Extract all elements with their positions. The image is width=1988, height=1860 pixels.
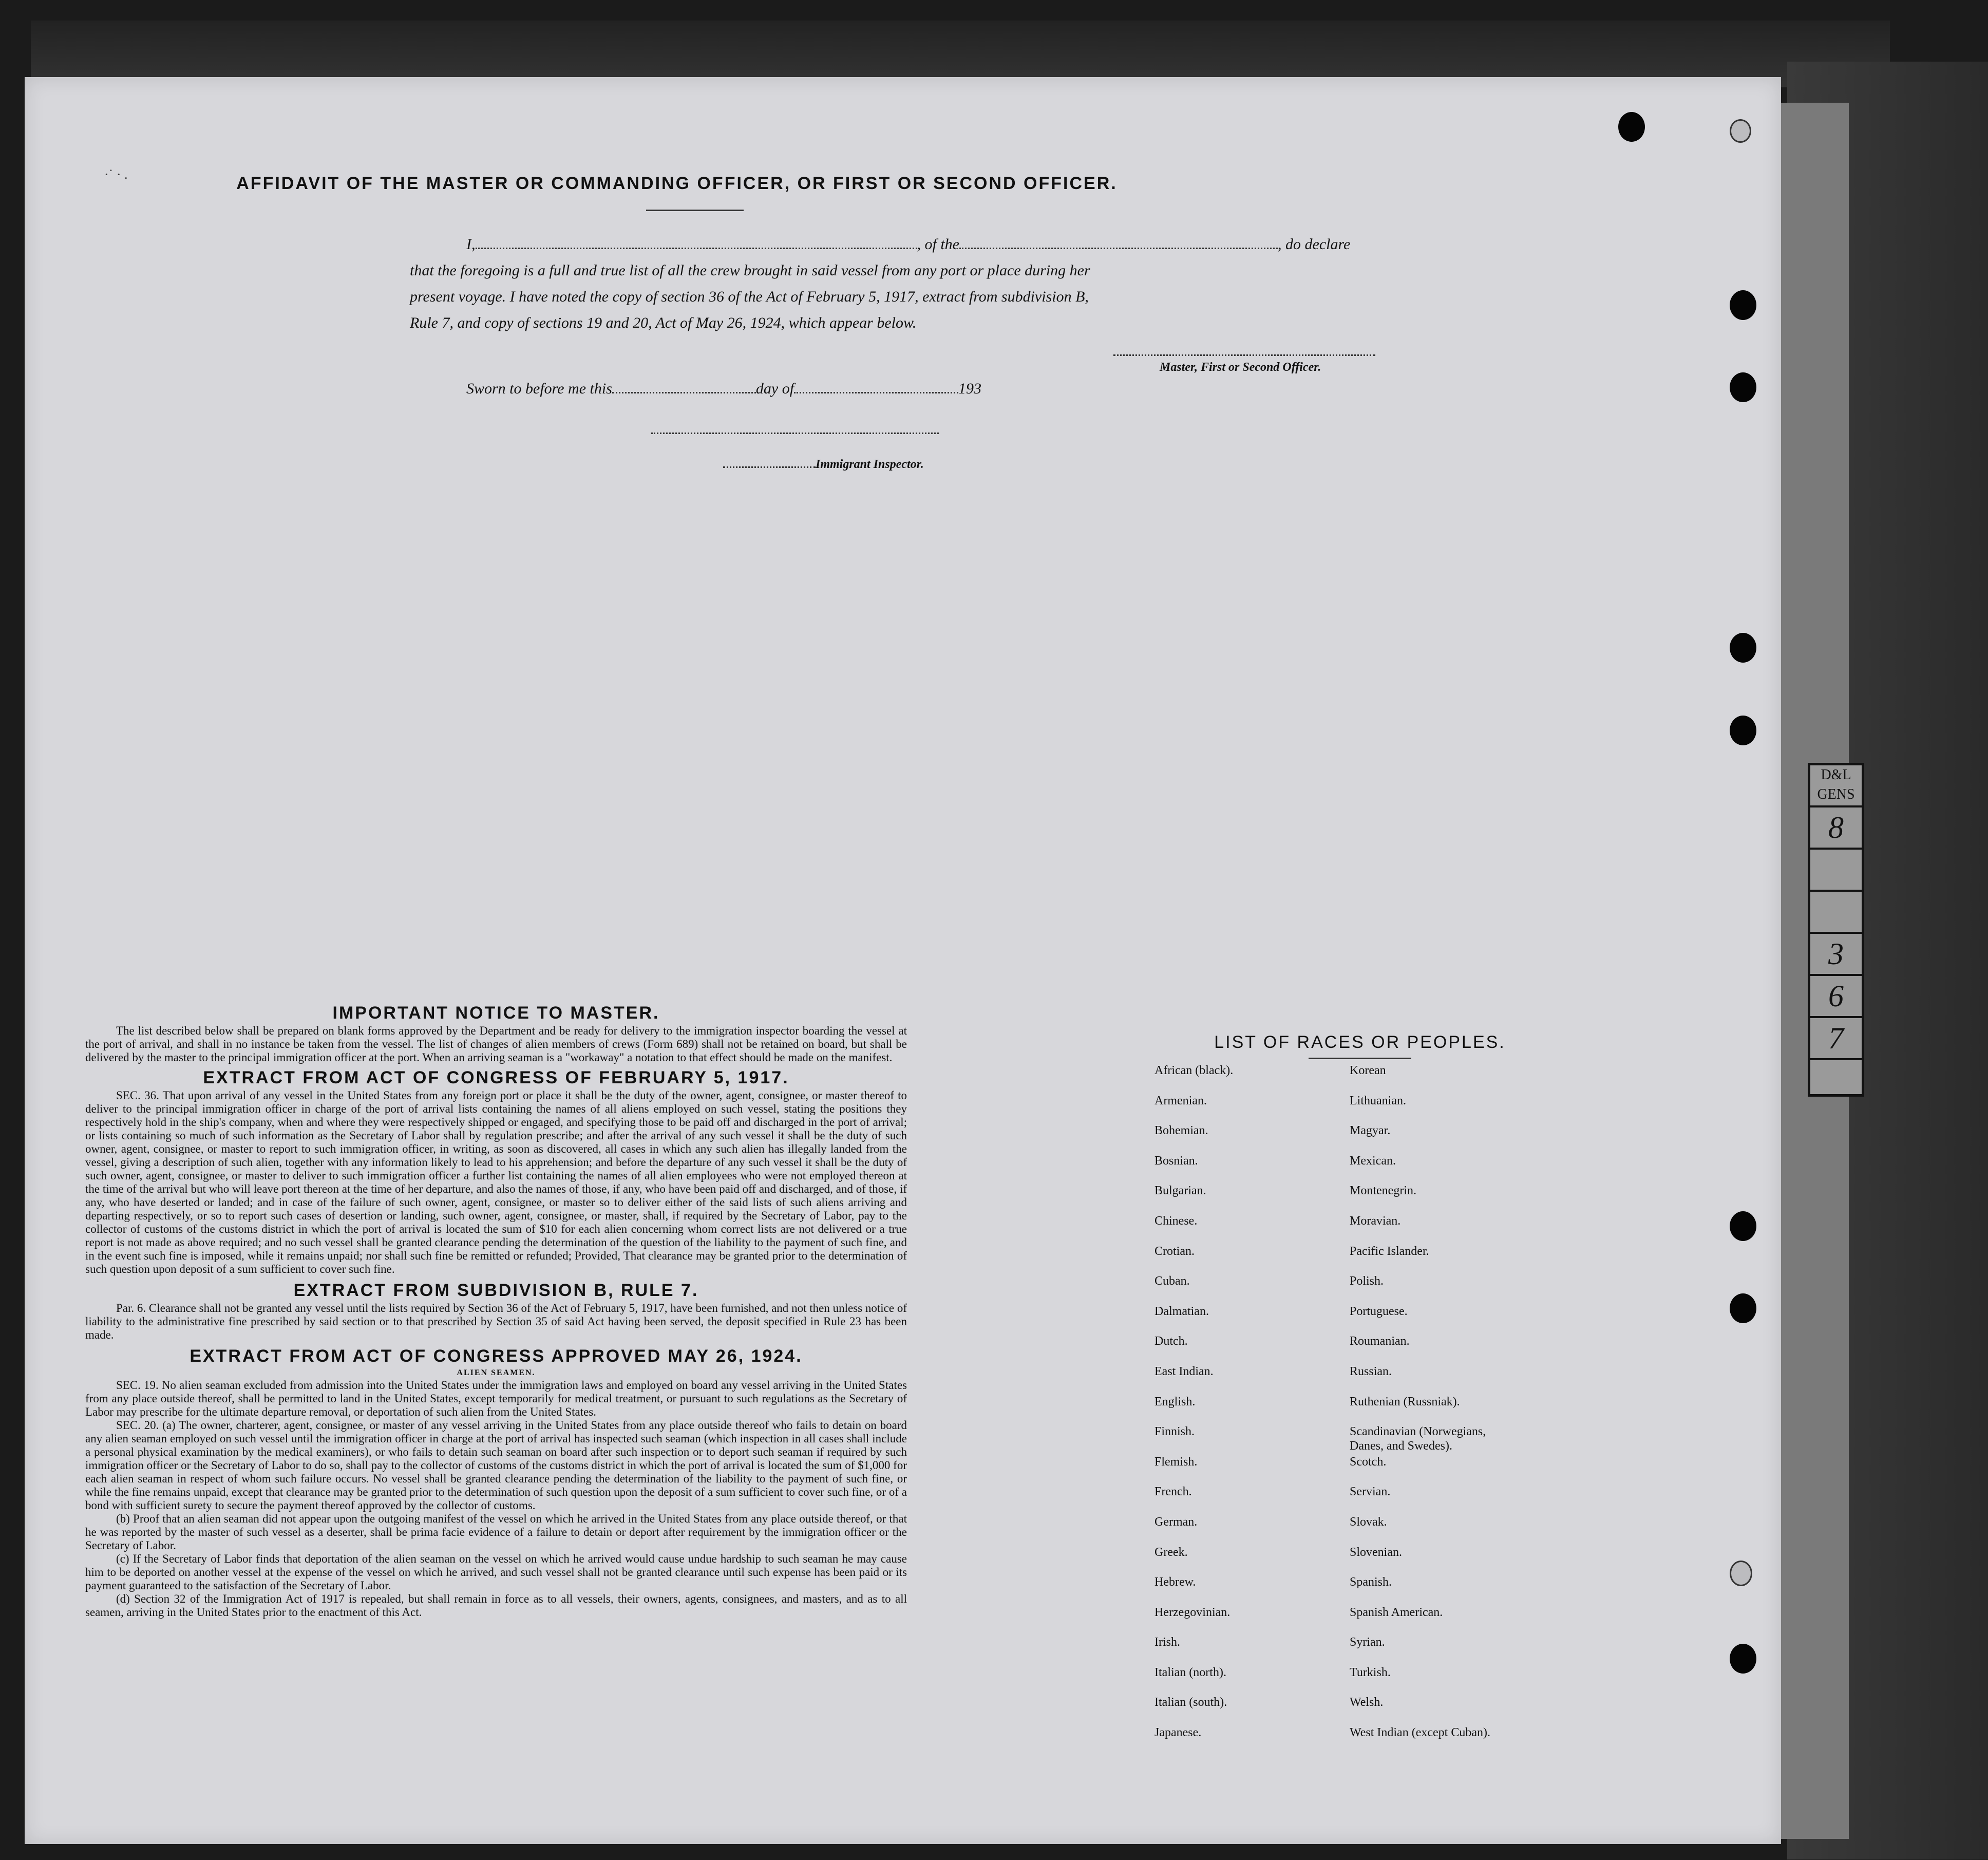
side-tab-header-line2: GENS (1817, 786, 1855, 802)
race-item: Mexican. (1350, 1154, 1396, 1168)
race-item: Turkish. (1350, 1665, 1391, 1679)
affidavit-line-4: Rule 7, and copy of sections 19 and 20, Act of May 26, 1924, which appear below. (410, 314, 917, 331)
binder-hole (1730, 372, 1756, 402)
race-item: Moravian. (1350, 1214, 1401, 1228)
race-item: Japanese. (1154, 1726, 1202, 1740)
binder-hole (1730, 1293, 1756, 1323)
race-item: Dalmatian. (1154, 1304, 1209, 1318)
race-item: Slovenian. (1350, 1545, 1402, 1559)
races-left-column (1144, 1063, 1350, 1756)
race-item: Montenegrin. (1350, 1184, 1416, 1198)
race-item: Italian (north). (1154, 1665, 1226, 1679)
race-item: Servian. (1350, 1485, 1391, 1499)
affidavit-title: AFFIDAVIT OF THE MASTER OR COMMANDING OFFICER, OR FIRST OR SECOND OFFICER. (236, 174, 1118, 193)
name-blank[interactable] (476, 233, 917, 249)
inspector-blank[interactable] (723, 452, 816, 468)
race-item: Bosnian. (1154, 1154, 1198, 1168)
race-item: Roumanian. (1350, 1335, 1410, 1348)
race-item: Lithuanian. (1350, 1094, 1406, 1107)
race-item: Polish. (1350, 1274, 1384, 1288)
race-item: Herzegovinian. (1154, 1605, 1230, 1619)
race-item: Scotch. (1350, 1455, 1387, 1469)
race-item: Flemish. (1154, 1455, 1198, 1469)
binder-hole (1618, 112, 1645, 142)
race-item: Finnish. (1154, 1425, 1195, 1439)
races-right-column (1350, 1063, 1576, 1756)
binder-hole (1730, 1211, 1756, 1241)
document-page (25, 77, 1781, 1844)
race-item: Dutch. (1154, 1335, 1188, 1348)
race-item: Irish. (1154, 1636, 1180, 1649)
affidavit-line-1 (410, 231, 1416, 257)
inspector-label: Immigrant Inspector. (816, 458, 924, 471)
race-item: Slovak. (1350, 1515, 1387, 1529)
race-item: Hebrew. (1154, 1575, 1196, 1589)
races-rule (1309, 1058, 1411, 1059)
race-item: Korean (1350, 1064, 1386, 1077)
sworn-year: 193 (958, 380, 982, 397)
binder-hole (1730, 1561, 1752, 1586)
scan-speck: ·˙ · . (104, 167, 128, 182)
race-item: Bulgarian. (1154, 1184, 1206, 1198)
binder-hole (1730, 716, 1756, 745)
binder-hole (1730, 290, 1756, 320)
race-item: Chinese. (1154, 1214, 1198, 1228)
race-item: Russian. (1350, 1364, 1392, 1378)
sworn-month-blank[interactable] (794, 378, 958, 393)
races-title: LIST OF RACES OR PEOPLES. (1214, 1032, 1506, 1052)
important-notice (85, 1002, 907, 1619)
race-item: Spanish. (1350, 1575, 1392, 1589)
race-item: Italian (south). (1154, 1696, 1227, 1709)
race-item: Cuban. (1154, 1274, 1190, 1288)
side-tab-cell (1810, 850, 1862, 892)
race-item: German. (1154, 1515, 1198, 1529)
race-item: Portuguese. (1350, 1304, 1408, 1318)
sec20d-text: (d) Section 32 of the Immigration Act of 1917 is repealed, but shall remain in force as to all vessels, their owners, agents, consignees, and masters, and as to all seamen, arriving in the United States prior to the enactment of this Act. (85, 1592, 907, 1619)
race-item: East Indian. (1154, 1364, 1214, 1378)
sworn-line (466, 378, 981, 398)
sworn-day-blank[interactable] (612, 378, 756, 393)
binder-hole (1730, 119, 1751, 143)
inspector-signature-line[interactable] (651, 433, 939, 434)
race-item: African (black). (1154, 1064, 1234, 1077)
affidavit-i: I, (466, 236, 476, 253)
race-item: Scandinavian (Norwegians, Danes, and Swedes). (1350, 1425, 1486, 1453)
sec20a-text: SEC. 20. (a) The owner, charterer, agent, consignee, or master of any vessel arriving in the United States from any place outside thereof who fails to detain on board any alien seaman employed on such vessel until the immigration officer in charge at the port of arrival has inspected such seaman (which inspection in all cases shall include a personal physical examination by the medical examiners), or who fails to detain such seaman on board after such inspection or to deport such seaman if required by such immigration officer or the Secretary of Labor to do so, shall pay to the collector of customs of the customs district in which the port of arrival is located the sum of $1,000 for each alien seaman in respect of whom such failure occurs. No vessel shall be granted clearance pending the determination of the liability to the payment of such fine, or while the fine remains unpaid, except that clearance may be granted prior to the determination of such question upon the deposit of a sum sufficient to cover such fine, or of a bond with sufficient surety to secure the payment thereof approved by the collector of customs. (85, 1419, 907, 1512)
side-tab-cell: 6 (1810, 976, 1862, 1018)
races-columns (1144, 1063, 1576, 1756)
inspector-label-row (723, 452, 924, 472)
affidavit-body (410, 231, 1416, 336)
extract3-title: EXTRACT FROM ACT OF CONGRESS APPROVED MAY 26, 1924. (190, 1346, 803, 1366)
extract2-title: EXTRACT FROM SUBDIVISION B, RULE 7. (293, 1281, 699, 1300)
side-tab-cell: 3 (1810, 934, 1862, 976)
side-tab-cell (1810, 892, 1862, 934)
affidavit-of-the: , of the (917, 236, 959, 253)
affidavit-declare: , do declare (1278, 236, 1351, 253)
affidavit-line-2: that the foregoing is a full and true list of all the crew brought in said vessel from any port or place during her (410, 262, 1090, 279)
side-tab-cell: 8 (1810, 807, 1862, 850)
side-tab-header-line1: D&L (1821, 767, 1851, 783)
race-item: Magyar. (1350, 1124, 1391, 1138)
race-item: Syrian. (1350, 1636, 1385, 1649)
race-item: Greek. (1154, 1545, 1188, 1559)
master-signature-label: Master, First or Second Officer. (1160, 361, 1321, 374)
race-item: Crotian. (1154, 1244, 1195, 1258)
sworn-day-of: day of (755, 380, 794, 397)
side-tab-tally (1808, 763, 1864, 1097)
sec20c-text: (c) If the Secretary of Labor finds that deportation of the alien seaman on the vessel on which he arrived would cause undue hardship to such seaman he may cause him to be deported on another vessel at the expense of the vessel on which he arrived, and such vessel shall not be granted clearance until such expense has been paid or its payment guaranteed to the satisfaction of the Secretary of Labor. (85, 1552, 907, 1592)
race-item: English. (1154, 1395, 1196, 1408)
master-signature-line[interactable] (1113, 354, 1375, 356)
race-item: Bohemian. (1154, 1124, 1208, 1138)
sec20b-text: (b) Proof that an alien seaman did not appear upon the outgoing manifest of the vessel on which he arrived in the United States from any place outside thereof, or that he was reported by the master of such vessel as a deserter, shall be prima facie evidence of a failure to detain or deport after requirement by the immigration officer or the Secretary of Labor. (85, 1512, 907, 1552)
side-tab-header (1810, 765, 1862, 807)
race-item: Spanish American. (1350, 1605, 1443, 1619)
races-list (1144, 1032, 1576, 1756)
side-tab-cell: 7 (1810, 1018, 1862, 1060)
extract3-subhead: ALIEN SEAMEN. (457, 1368, 536, 1377)
vessel-blank[interactable] (959, 233, 1278, 249)
race-item: Armenian. (1154, 1094, 1207, 1107)
race-item: Welsh. (1350, 1696, 1384, 1709)
race-item: West Indian (except Cuban). (1350, 1726, 1490, 1740)
extract2-text: Par. 6. Clearance shall not be granted any vessel until the lists required by Section 36 of the Act of February 5, 1917, have been furnished, and not then unless notice of liability to the administrative fine prescribed by said section or to that prescribed by Section 35 of said Act having been served, the deposit specified in Rule 23 has been made. (85, 1302, 907, 1341)
binder-hole (1730, 633, 1756, 663)
notice-intro: The list described below shall be prepared on blank forms approved by the Department and be ready for delivery to the immigration inspector boarding the vessel at the port of arrival, and shall in no instance be taken from the vessel. The list of changes of alien members of crews (Form 689) shall not be retained on board, but shall be delivered by the master to the principal immigration officer at the port. When an arriving seaman is a "workaway" a notation to that effect should be made on the manifest. (85, 1024, 907, 1064)
binder-hole (1730, 1644, 1756, 1674)
affidavit-line-3: present voyage. I have noted the copy of section 36 of the Act of February 5, 1917, extract from subdivision B, (410, 288, 1089, 305)
sec19-text: SEC. 19. No alien seaman excluded from admission into the United States under the immigration laws and employed on board any vessel arriving in the United States from any place outside thereof, shall be permitted to land in the United States, except temporarily for medical treatment, or pursuant to such regulations as the Secretary of Labor may prescribe for the ultimate departure removal, or deportation of such alien from the United States. (85, 1379, 907, 1418)
title-rule (646, 210, 744, 211)
extract1-text: SEC. 36. That upon arrival of any vessel in the United States from any foreign port or place it shall be the duty of the owner, agent, consignee, or master thereof to deliver to the principal immigration officer in charge of the port of arrival lists containing the names of all aliens employed on such vessel, stating the positions they respectively hold in the ship's company, when and where they were respectively shipped or engaged, and specifying those to be paid off and discharged in the port of arrival; or lists containing so much of such information as the Secretary of Labor shall by regulation prescribe; and after the arrival of any such vessel it shall be the duty of such owner, agent, consignee, or master to report to such immigration officer, in writing, as soon as discovered, all cases in which any such alien has illegally landed from the vessel, giving a description of such alien, together with any information likely to lead to his apprehension; and before the departure of any such vessel it shall be the duty of such owner, agent, consignee, or master to deliver to such immigration officer a further list containing the names of all alien employees who were not employed thereon at the time of the arrival but who will leave port thereon at the time of her departure, and also the names of those, if any, who have been paid off and discharged, and of those, if any, who have deserted or landed; and in case of the failure of such owner, agent, consignee, or master so to deliver either of the said lists of such aliens arriving and departing respectively, or so to report such cases of desertion or landing, such owner, agent, consignee, or master, shall, if required by the Secretary of Labor, pay to the collector of customs of the customs district in which the port of arrival is located the sum of $10 for each alien concerning whom correct lists are not delivered or a true report is not made as above required; and no such vessel shall be granted clearance pending the determination of the question of the liability to the payment of such fine, and in the event such fine is imposed, while it remains unpaid; nor shall such fine be remitted or refunded; Provided, That clearance may be granted prior to the determination of such question upon deposit of a sum sufficient to cover such fine. (85, 1089, 907, 1275)
race-item: French. (1154, 1485, 1192, 1499)
extract1-title: EXTRACT FROM ACT OF CONGRESS OF FEBRUARY 5, 1917. (203, 1068, 789, 1087)
race-item: Ruthenian (Russniak). (1350, 1395, 1460, 1408)
notice-title: IMPORTANT NOTICE TO MASTER. (332, 1003, 660, 1023)
sworn-prefix: Sworn to before me this (466, 380, 612, 397)
race-item: Pacific Islander. (1350, 1244, 1429, 1258)
